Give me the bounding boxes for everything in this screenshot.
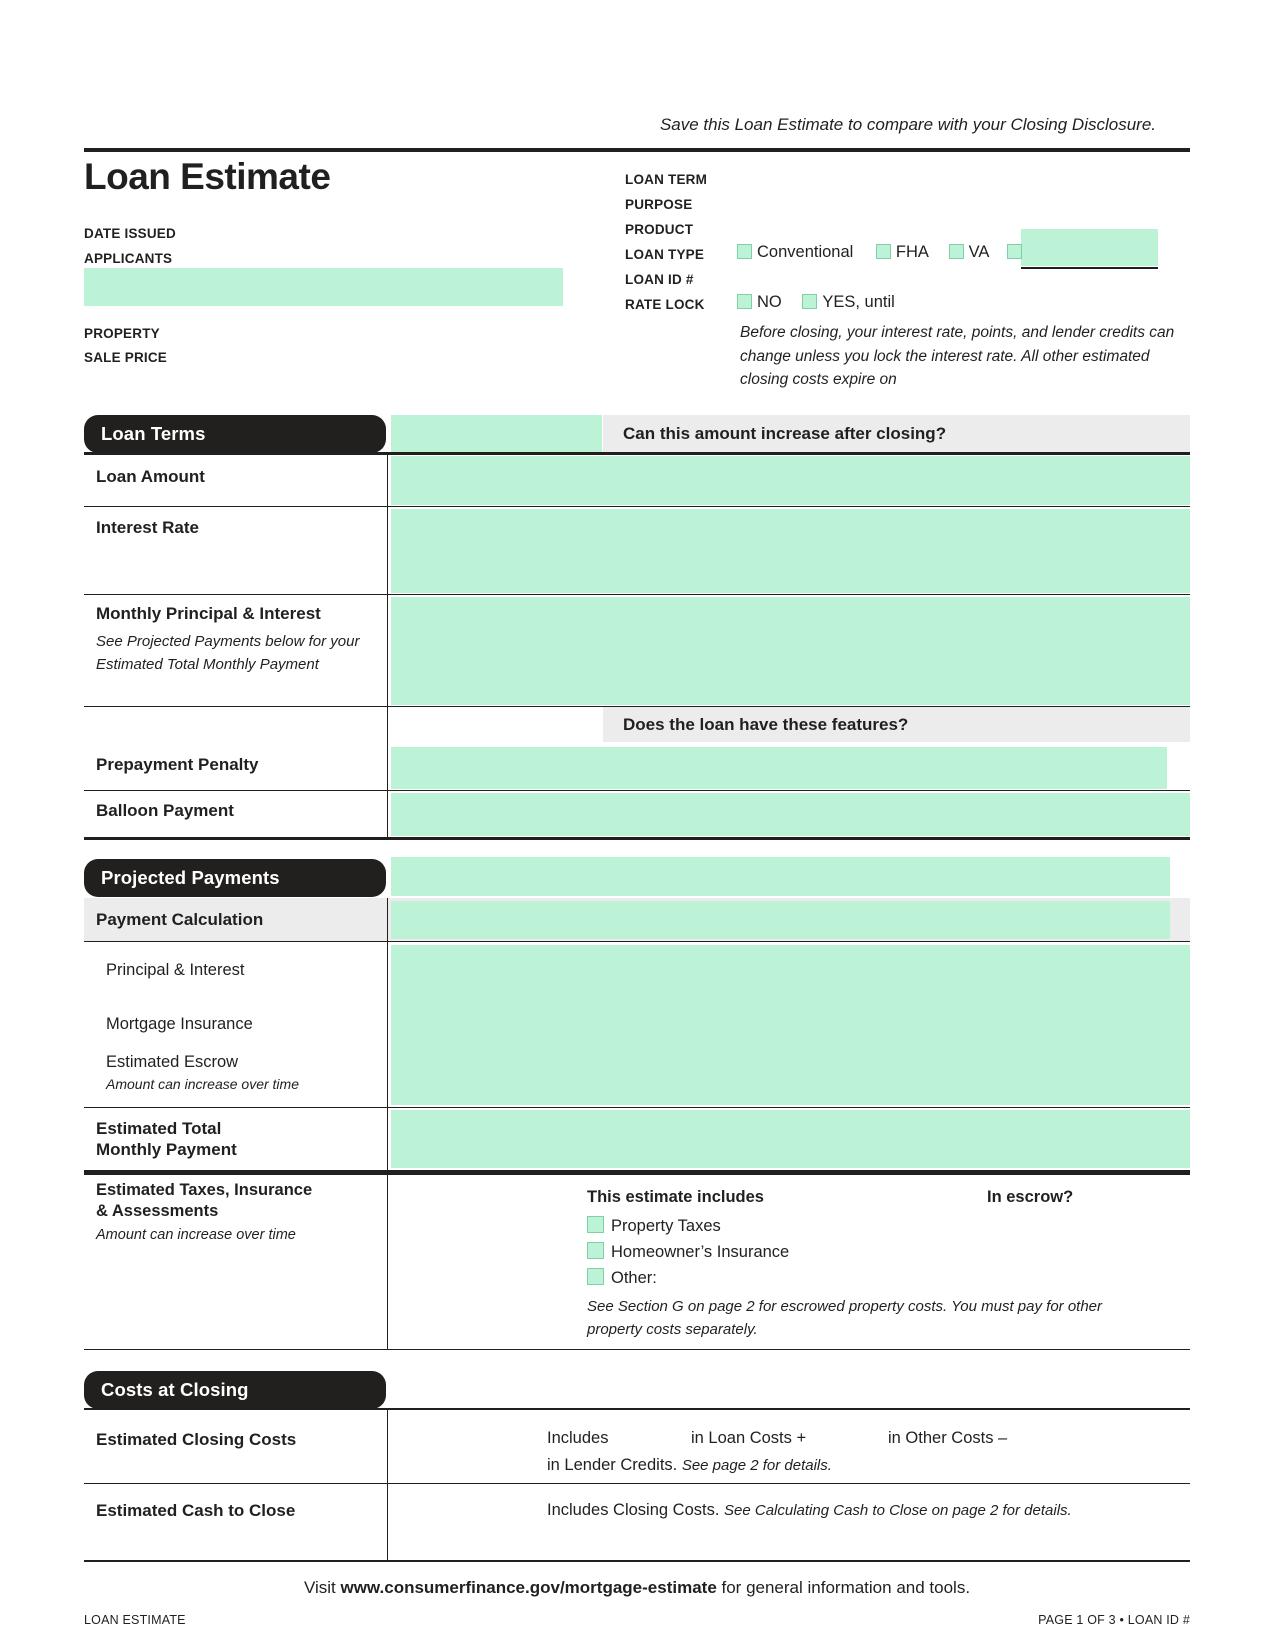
loan-amount-field[interactable]	[391, 456, 1190, 505]
section-g-note: See Section G on page 2 for escrowed property costs. You must pay for other property costs separately.	[587, 1298, 1103, 1338]
row-divider	[84, 506, 1190, 507]
loan-terms-title: Loan Terms	[101, 423, 206, 444]
increase-question-header: Can this amount increase after closing?	[603, 415, 1190, 452]
sale-price-label: SALE PRICE	[84, 350, 168, 365]
row-divider	[84, 941, 1190, 942]
save-note: Save this Loan Estimate to compare with your Closing Disclosure.	[659, 115, 1156, 134]
loan-terms-section-header	[84, 415, 386, 453]
estimated-total-field[interactable]	[391, 1110, 1190, 1168]
visit-line: Visit www.consumerfinance.gov/mortgage-estimate for general information and tools.	[303, 1578, 971, 1597]
homeowners-insurance-label: Homeowner’s Insurance	[611, 1243, 790, 1261]
estimated-total-label: Estimated Total Monthly Payment	[96, 1119, 237, 1159]
projected-payments-column-divider	[387, 898, 388, 1349]
loan-terms-bottom-border	[84, 837, 1190, 840]
closing-costs-lender-credits-line: in Lender Credits. See page 2 for details.	[547, 1456, 832, 1474]
estimate-includes-label: This estimate includes	[587, 1188, 764, 1206]
va-checkbox[interactable]	[949, 244, 964, 259]
other-checkbox[interactable]	[587, 1268, 604, 1285]
loan-amount-label: Loan Amount	[96, 467, 205, 486]
prepayment-penalty-label: Prepayment Penalty	[96, 755, 259, 774]
projected-years-header-field[interactable]	[391, 857, 1170, 896]
loan-terms-column-divider	[387, 452, 388, 837]
loan-type-label: LOAN TYPE	[625, 247, 705, 262]
in-escrow-label: In escrow?	[987, 1188, 1074, 1206]
cash-to-close-line: Includes Closing Costs. See Calculating Cash to Close on page 2 for details.	[547, 1501, 1072, 1519]
product-label: PRODUCT	[625, 222, 694, 237]
rate-lock-options	[737, 293, 895, 312]
property-taxes-checkbox[interactable]	[587, 1216, 604, 1233]
taxes-label: Estimated Taxes, Insurance & Assessments	[96, 1181, 313, 1220]
cash-to-close-note: See Calculating Cash to Close on page 2 for details.	[724, 1502, 1072, 1519]
footer-page-number: PAGE 1 OF 3 • LOAN ID #	[1038, 1613, 1190, 1627]
page-title: Loan Estimate	[84, 156, 331, 197]
taxes-note: Amount can increase over time	[96, 1227, 296, 1243]
loan-terms-top-border	[84, 452, 1190, 455]
costs-top-border	[84, 1408, 1190, 1410]
rate-lock-yes-label: YES, until	[822, 293, 895, 311]
applicants-label: APPLICANTS	[84, 251, 173, 266]
purpose-label: PURPOSE	[625, 197, 693, 212]
costs-at-closing-section-header	[84, 1371, 386, 1409]
interest-rate-field[interactable]	[391, 509, 1190, 593]
payment-calculation-label: Payment Calculation	[96, 910, 264, 929]
costs-bottom-border	[84, 1560, 1190, 1562]
loan-terms-header-field[interactable]	[391, 415, 602, 452]
loan-type-other-blank-line[interactable]	[1021, 267, 1158, 269]
applicants-field[interactable]	[84, 268, 563, 306]
homeowners-insurance-checkbox[interactable]	[587, 1242, 604, 1259]
monthly-pi-label: Monthly Principal & Interest	[96, 604, 321, 623]
loan-type-va-label: VA	[968, 243, 989, 261]
closing-costs-loan-costs-phrase: in Loan Costs +	[691, 1429, 807, 1447]
projected-payments-bottom-border	[84, 1349, 1190, 1350]
date-issued-label: DATE ISSUED	[84, 226, 176, 241]
rate-lock-label: RATE LOCK	[625, 297, 705, 312]
row-divider	[84, 594, 1190, 595]
monthly-pi-field[interactable]	[391, 597, 1190, 705]
monthly-pi-note: See Projected Payments below for your Estimated Total Monthly Payment	[96, 633, 360, 673]
projected-payments-title: Projected Payments	[101, 867, 280, 888]
loan-id-label: LOAN ID #	[625, 272, 694, 287]
rate-lock-note: Before closing, your interest rate, points, and lender credits can change unless you lock the interest rate. All other estimated closing costs expire on	[740, 324, 1175, 389]
rate-lock-yes-checkbox[interactable]	[802, 294, 817, 309]
row-divider	[84, 1483, 1190, 1484]
closing-costs-other-costs-phrase: in Other Costs –	[888, 1429, 1008, 1447]
fha-checkbox[interactable]	[876, 244, 891, 259]
rate-lock-no-checkbox[interactable]	[737, 294, 752, 309]
rate-lock-no-label: NO	[757, 293, 782, 311]
payment-amounts-field[interactable]	[391, 945, 1190, 1105]
features-question-header: Does the loan have these features?	[603, 707, 1190, 742]
lender-credits-note: See page 2 for details.	[681, 1457, 832, 1474]
loan-type-other-field[interactable]	[1021, 229, 1158, 266]
cfpb-url[interactable]: www.consumerfinance.gov/mortgage-estimate	[340, 1578, 717, 1597]
loan-type-conventional-label: Conventional	[757, 243, 854, 261]
conventional-checkbox[interactable]	[737, 244, 752, 259]
prepayment-penalty-field[interactable]	[391, 747, 1167, 789]
costs-at-closing-title: Costs at Closing	[101, 1379, 249, 1400]
interest-rate-label: Interest Rate	[96, 518, 199, 537]
top-rule	[84, 148, 1190, 152]
loan-type-options	[737, 243, 1027, 262]
estimated-closing-costs-label: Estimated Closing Costs	[96, 1430, 297, 1449]
estimated-escrow-label: Estimated Escrow	[106, 1053, 239, 1071]
balloon-payment-label: Balloon Payment	[96, 801, 234, 820]
closing-costs-includes-word: Includes	[547, 1429, 609, 1447]
principal-interest-label: Principal & Interest	[106, 961, 245, 979]
mortgage-insurance-label: Mortgage Insurance	[106, 1015, 253, 1033]
costs-column-divider	[387, 1408, 388, 1560]
payment-calculation-field[interactable]	[391, 901, 1170, 939]
footer-doc-name: LOAN ESTIMATE	[84, 1613, 186, 1627]
projected-payments-section-header	[84, 859, 386, 897]
balloon-payment-field[interactable]	[391, 793, 1190, 836]
property-taxes-label: Property Taxes	[611, 1217, 721, 1235]
escrow-note: Amount can increase over time	[106, 1076, 299, 1092]
loan-type-other-checkbox[interactable]	[1007, 244, 1022, 259]
row-divider	[84, 790, 1190, 791]
loan-type-fha-label: FHA	[895, 243, 929, 261]
estimated-total-bottom-border	[84, 1170, 1190, 1175]
property-label: PROPERTY	[84, 326, 160, 341]
loan-term-label: LOAN TERM	[625, 172, 708, 187]
row-divider	[84, 1107, 1190, 1108]
other-label: Other:	[611, 1269, 657, 1287]
estimated-cash-to-close-label: Estimated Cash to Close	[96, 1501, 296, 1520]
